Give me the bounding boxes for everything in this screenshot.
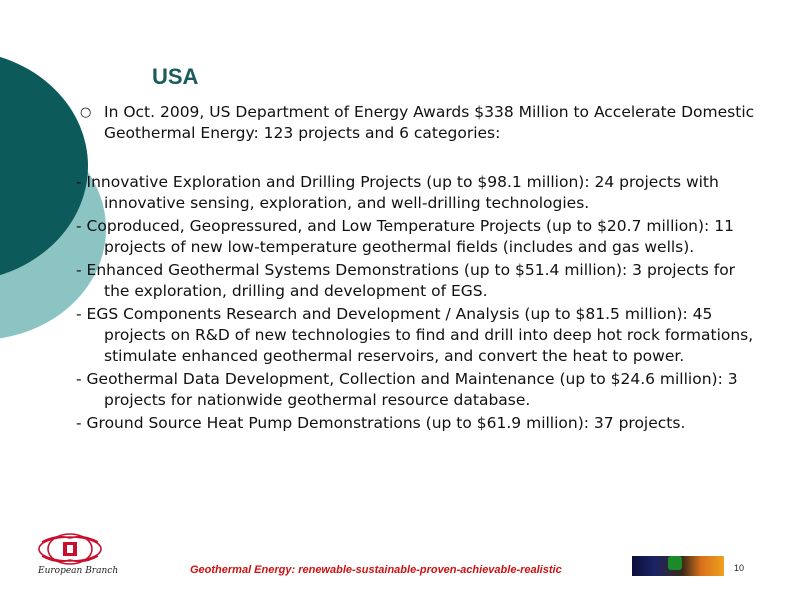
list-item: - Geothermal Data Development, Collection and Maintenance (up to $24.6 million): 3 projects for nationwide geothermal resource database. <box>76 370 738 409</box>
page-number: 10 <box>734 563 745 573</box>
list-item: - Ground Source Heat Pump Demonstrations (up to $61.9 million): 37 projects. <box>76 414 686 432</box>
footer-organization-name: European Branch <box>38 566 119 576</box>
list-item: - Coproduced, Geopressured, and Low Temperature Projects (up to $20.7 million): 11 projects of new low-temperature geothermal fields (includes and gas wells). <box>76 217 734 256</box>
list-item: - Innovative Exploration and Drilling Projects (up to $98.1 million): 24 projects with innovative sensing, exploration, and well-drilling technologies. <box>76 173 719 212</box>
slide-title: USA <box>152 64 199 89</box>
lead-paragraph <box>80 102 760 144</box>
footer-slogan: Geothermal Energy: renewable-sustainable-proven-achievable-realistic <box>190 564 562 576</box>
circle-bullet-icon: ○ <box>80 105 92 120</box>
lead-text: In Oct. 2009, US Department of Energy Awards $338 Million to Accelerate Domestic Geothermal Energy: 123 projects and 6 categories: <box>104 103 755 142</box>
organization-logo-icon <box>36 532 104 566</box>
category-list <box>76 172 756 436</box>
badge-icon <box>668 556 682 570</box>
list-item: - EGS Components Research and Development / Analysis (up to $81.5 million): 45 projects on R&D of new technologies to find and drill into deep hot rock formations, stimulate enhanced geothermal reservoirs, and convert the heat to power. <box>76 305 754 365</box>
list-item: - Enhanced Geothermal Systems Demonstrations (up to $51.4 million): 3 projects for the exploration, drilling and development of EGS. <box>76 261 736 300</box>
footer-thumbnail-image <box>632 556 724 576</box>
